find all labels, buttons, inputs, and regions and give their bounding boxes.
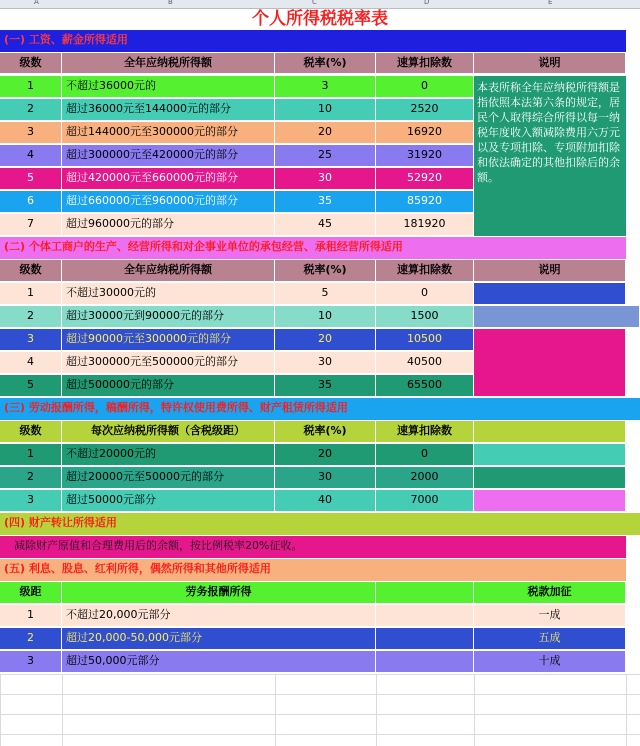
empty-grid-area[interactable] (0, 674, 640, 746)
cell-level[interactable]: 3 (0, 122, 62, 144)
cell-deduction[interactable]: 85920 (376, 191, 474, 213)
cell-level[interactable]: 1 (0, 283, 62, 305)
cell-income[interactable]: 超过36000元至144000元的部分 (62, 99, 275, 121)
cell-rate[interactable]: 45 (275, 214, 376, 236)
cell-blank[interactable] (376, 605, 474, 627)
col-letter-a[interactable]: A (34, 0, 39, 6)
header-blank[interactable] (376, 582, 474, 604)
cell-deduction[interactable]: 7000 (376, 490, 474, 512)
cell-income[interactable]: 超过660000元至960000元的部分 (62, 191, 275, 213)
grid-line (275, 674, 276, 746)
header-rate[interactable]: 税率(%) (275, 260, 376, 282)
table-row (0, 628, 640, 650)
cell-rate[interactable]: 20 (275, 329, 376, 351)
cell-income[interactable]: 不超过20000元的 (62, 444, 275, 466)
table-row (0, 467, 640, 489)
note-cell[interactable] (474, 444, 626, 466)
cell-income[interactable]: 超过30000元到90000元的部分 (62, 306, 275, 328)
cell-deduction[interactable]: 0 (376, 444, 474, 466)
header-deduction[interactable]: 速算扣除数 (376, 421, 474, 443)
cell-level[interactable]: 6 (0, 191, 62, 213)
cell-surcharge[interactable]: 五成 (474, 628, 626, 650)
sheet-title: 个人所得税税率表 (252, 9, 388, 29)
header-note[interactable]: 说明 (474, 53, 626, 74)
cell-surcharge[interactable]: 十成 (474, 651, 626, 673)
cell-deduction[interactable]: 16920 (376, 122, 474, 144)
table-row (0, 605, 640, 627)
cell-level[interactable]: 3 (0, 490, 62, 512)
cell-rate[interactable]: 3 (275, 76, 376, 98)
cell-income[interactable]: 超过90000元至300000元的部分 (62, 329, 275, 351)
cell-rate[interactable]: 35 (275, 375, 376, 397)
grid-line (626, 674, 627, 746)
table-row (0, 306, 640, 328)
header-level[interactable]: 级数 (0, 53, 62, 74)
section-3-heading[interactable]: (三) 劳动报酬所得，稿酬所得，特许权使用费所得、财产租赁所得适用 (0, 398, 640, 420)
grid-line (62, 674, 63, 746)
note-cell[interactable] (474, 283, 626, 305)
cell-rate[interactable]: 30 (275, 352, 376, 374)
cell-deduction[interactable]: 0 (376, 76, 474, 98)
cell-income[interactable]: 不超过30000元的 (62, 283, 275, 305)
cell-blank[interactable] (376, 651, 474, 673)
section-2-heading[interactable]: (二) 个体工商户的生产、经营所得和对企事业单位的承包经营、承租经营所得适用 (0, 237, 626, 259)
grid-line (376, 674, 377, 746)
cell-deduction[interactable]: 40500 (376, 352, 474, 374)
cell-deduction[interactable]: 181920 (376, 214, 474, 236)
col-letter-d[interactable]: D (424, 0, 430, 6)
cell-rate[interactable]: 20 (275, 122, 376, 144)
cell-level[interactable]: 5 (0, 375, 62, 397)
section-4-text[interactable]: 减除财产原值和合理费用后的余额，按比例税率20%征收。 (0, 536, 626, 558)
col-letter-b[interactable]: B (168, 0, 173, 6)
section-5-header-row (0, 582, 640, 604)
cell-rate[interactable]: 40 (275, 490, 376, 512)
cell-surcharge[interactable]: 一成 (474, 605, 626, 627)
cell-income[interactable]: 超过50,000元部分 (62, 651, 376, 673)
cell-rate[interactable]: 20 (275, 444, 376, 466)
header-rate[interactable]: 税率(%) (275, 53, 376, 74)
cell-level[interactable]: 1 (0, 76, 62, 98)
header-level[interactable]: 级距 (0, 582, 62, 604)
cell-rate[interactable]: 10 (275, 99, 376, 121)
section-1-header-row (0, 53, 640, 74)
header-income[interactable]: 劳务报酬所得 (62, 582, 376, 604)
section-2-note-block[interactable] (474, 329, 626, 397)
table-row (0, 490, 640, 512)
header-income[interactable]: 全年应纳税所得额 (62, 53, 275, 74)
cell-deduction[interactable]: 1500 (376, 306, 474, 328)
cell-level[interactable]: 5 (0, 168, 62, 190)
cell-income[interactable]: 超过144000元至300000元的部分 (62, 122, 275, 144)
cell-rate[interactable]: 10 (275, 306, 376, 328)
cell-level[interactable]: 1 (0, 605, 62, 627)
cell-level[interactable]: 2 (0, 467, 62, 489)
cell-level[interactable]: 2 (0, 306, 62, 328)
cell-rate[interactable]: 25 (275, 145, 376, 167)
cell-income[interactable]: 超过20000元至50000元的部分 (62, 467, 275, 489)
header-deduction[interactable]: 速算扣除数 (376, 260, 474, 282)
section-3-header-row (0, 421, 640, 443)
cell-blank[interactable] (376, 628, 474, 650)
note-cell[interactable] (474, 467, 626, 489)
cell-rate[interactable]: 5 (275, 283, 376, 305)
header-level[interactable]: 级数 (0, 260, 62, 282)
cell-deduction[interactable]: 65500 (376, 375, 474, 397)
table-row (0, 651, 640, 673)
cell-income[interactable]: 超过300000元至420000元的部分 (62, 145, 275, 167)
col-letter-c[interactable]: C (312, 0, 317, 6)
header-income[interactable]: 全年应纳税所得额 (62, 260, 275, 282)
grid-line (474, 674, 475, 746)
cell-level[interactable]: 7 (0, 214, 62, 236)
section-1-heading[interactable]: (一) 工资、薪金所得适用 (0, 30, 626, 52)
cell-deduction[interactable]: 0 (376, 283, 474, 305)
section-2-header-row (0, 260, 640, 282)
cell-level[interactable]: 1 (0, 444, 62, 466)
header-level[interactable]: 级数 (0, 421, 62, 443)
header-rate[interactable]: 税率(%) (275, 421, 376, 443)
cell-income[interactable]: 不超过20,000元部分 (62, 605, 376, 627)
cell-deduction[interactable]: 31920 (376, 145, 474, 167)
note-cell[interactable] (474, 306, 640, 328)
header-deduction[interactable]: 速算扣除数 (376, 53, 474, 74)
cell-rate[interactable]: 35 (275, 191, 376, 213)
cell-deduction[interactable]: 2000 (376, 467, 474, 489)
col-letter-e[interactable]: E (548, 0, 553, 6)
cell-level[interactable]: 2 (0, 99, 62, 121)
cell-level[interactable]: 4 (0, 352, 62, 374)
table-row (0, 444, 640, 466)
header-surcharge[interactable]: 税款加征 (474, 582, 626, 604)
cell-income[interactable]: 超过300000元至500000元的部分 (62, 352, 275, 374)
cell-level[interactable]: 3 (0, 651, 62, 673)
header-note[interactable]: 说明 (474, 260, 626, 282)
section-5-heading[interactable]: (五) 利息、股息、红利所得，偶然所得和其他所得适用 (0, 559, 626, 581)
cell-deduction[interactable]: 2520 (376, 99, 474, 121)
note-cell[interactable] (474, 490, 626, 512)
cell-rate[interactable]: 30 (275, 168, 376, 190)
table-row (0, 283, 640, 305)
section-1-note[interactable]: 本表所称全年应纳税所得额是指依照本法第六条的规定，居民个人取得综合所得以每一纳税年度收入额减除费用六万元以及专项扣除、专项附加扣除和依法确定的其他扣除后的余额。 (474, 76, 626, 236)
cell-income[interactable]: 超过500000元的部分 (62, 375, 275, 397)
cell-rate[interactable]: 30 (275, 467, 376, 489)
cell-income[interactable]: 不超过36000元的 (62, 76, 275, 98)
cell-income[interactable]: 超过20,000-50,000元部分 (62, 628, 376, 650)
cell-level[interactable]: 3 (0, 329, 62, 351)
cell-deduction[interactable]: 10500 (376, 329, 474, 351)
cell-income[interactable]: 超过50000元部分 (62, 490, 275, 512)
section-4-heading[interactable]: (四) 财产转让所得适用 (0, 513, 640, 535)
header-income[interactable]: 每次应纳税所得额（含税级距） (62, 421, 275, 443)
header-note[interactable] (474, 421, 626, 443)
cell-level[interactable]: 2 (0, 628, 62, 650)
cell-deduction[interactable]: 52920 (376, 168, 474, 190)
cell-level[interactable]: 4 (0, 145, 62, 167)
cell-income[interactable]: 超过960000元的部分 (62, 214, 275, 236)
cell-income[interactable]: 超过420000元至660000元的部分 (62, 168, 275, 190)
